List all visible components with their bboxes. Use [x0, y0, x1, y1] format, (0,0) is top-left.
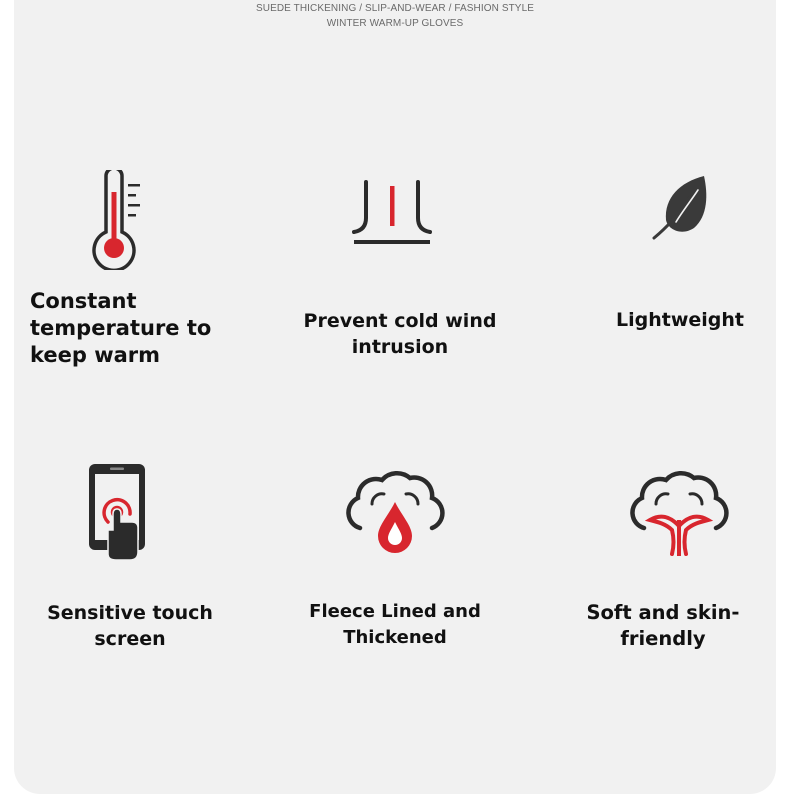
header	[0, 0, 790, 31]
feature-label-lightweight: Lightweight	[616, 309, 744, 331]
feature-panel	[14, 0, 776, 794]
thermometer-icon	[88, 170, 146, 270]
cotton-icon	[626, 464, 732, 558]
fleece-drop-icon	[342, 464, 448, 558]
feature-label-prevent-cold-wind: Prevent cold wind intrusion	[303, 310, 497, 358]
wind-barrier-icon	[350, 178, 434, 250]
header-tagline: SUEDE THICKENING / SLIP-AND-WEAR / FASHION STYLE	[256, 3, 534, 14]
header-product-name: WINTER WARM-UP GLOVES	[326, 18, 464, 29]
feature-label-soft-skin-friendly: Soft and skin-friendly	[586, 601, 740, 650]
feature-label-touch-screen: Sensitive touch screen	[47, 602, 213, 650]
feature-label-constant-temperature: Constant temperature to keep warm	[30, 289, 212, 367]
touch-phone-icon	[86, 462, 148, 564]
leaf-icon	[652, 172, 712, 242]
feature-label-fleece-lined: Fleece Lined and Thickened	[309, 601, 481, 648]
